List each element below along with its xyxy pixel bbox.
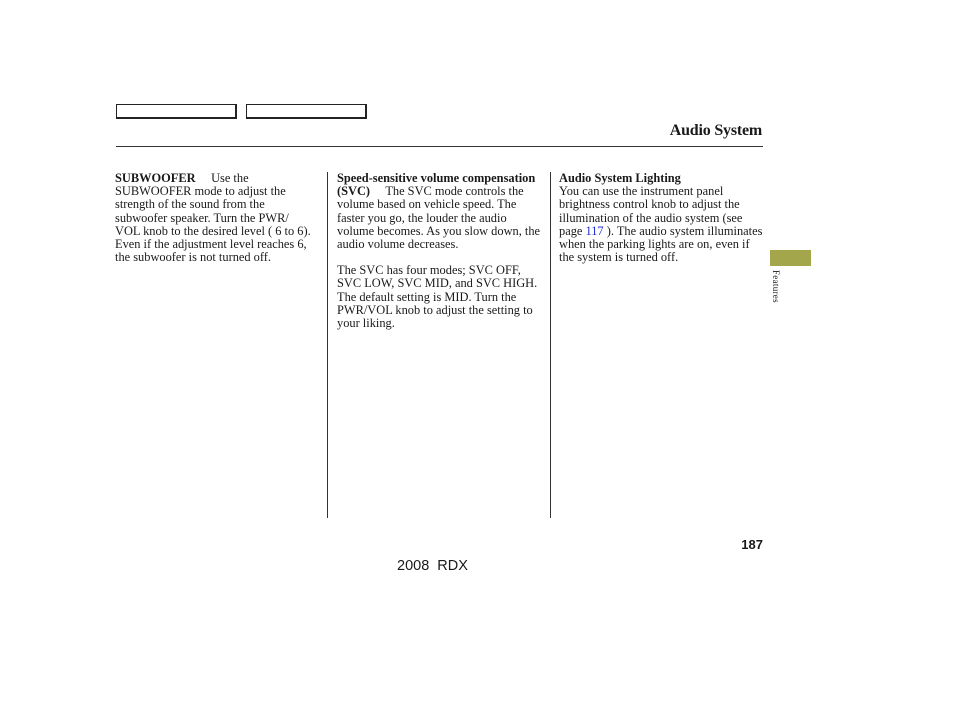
- lighting-body-start: You can use the instrument panel brightness control knob to adjust the illumination of the audio system (see page: [559, 184, 743, 238]
- svc-body: The SVC mode controls the volume based on vehicle speed. The faster you go, the louder the audio volume becomes. As you slow down, the audio volume decreases.: [337, 184, 541, 252]
- column-divider-1: [327, 172, 328, 518]
- lighting-heading: Audio System Lighting: [559, 171, 681, 185]
- nav-box-previous[interactable]: [116, 104, 237, 119]
- page-link-117[interactable]: 117: [585, 223, 604, 238]
- lighting-paragraph: [559, 172, 764, 264]
- column-svc: [337, 172, 542, 343]
- subwoofer-paragraph: [115, 172, 315, 264]
- lighting-body-end: ). The audio system illuminates when the parking lights are on, even if the system is turned off.: [559, 223, 763, 265]
- svc-paragraph: [337, 172, 542, 251]
- section-title: Audio System: [669, 122, 762, 139]
- column-lighting: [559, 172, 764, 277]
- column-divider-2: [550, 172, 551, 518]
- features-tab-marker: [770, 250, 811, 266]
- title-rule: [116, 146, 763, 147]
- subwoofer-heading: SUBWOOFER: [115, 171, 196, 185]
- svc-modes-paragraph: The SVC has four modes; SVC OFF, SVC LOW, SVC MID, and SVC HIGH. The default setting is MID. Turn the PWR/VOL knob to adjust the setting to your liking.: [337, 263, 538, 331]
- features-side-label: Features: [771, 270, 781, 303]
- svc-heading: Speed-sensitive volume compensation (SVC): [337, 171, 536, 199]
- nav-box-next[interactable]: [246, 104, 367, 119]
- column-subwoofer: [115, 172, 315, 277]
- subwoofer-body: Use the SUBWOOFER mode to adjust the strength of the sound from the subwoofer speaker. Turn the PWR/ VOL knob to the desired level ( 6 to 6). Even if the adjustment level reaches 6, the subwoofer is not turned off.: [115, 171, 311, 265]
- page-number: 187: [741, 537, 763, 552]
- footer-model: 2008 RDX: [397, 558, 468, 574]
